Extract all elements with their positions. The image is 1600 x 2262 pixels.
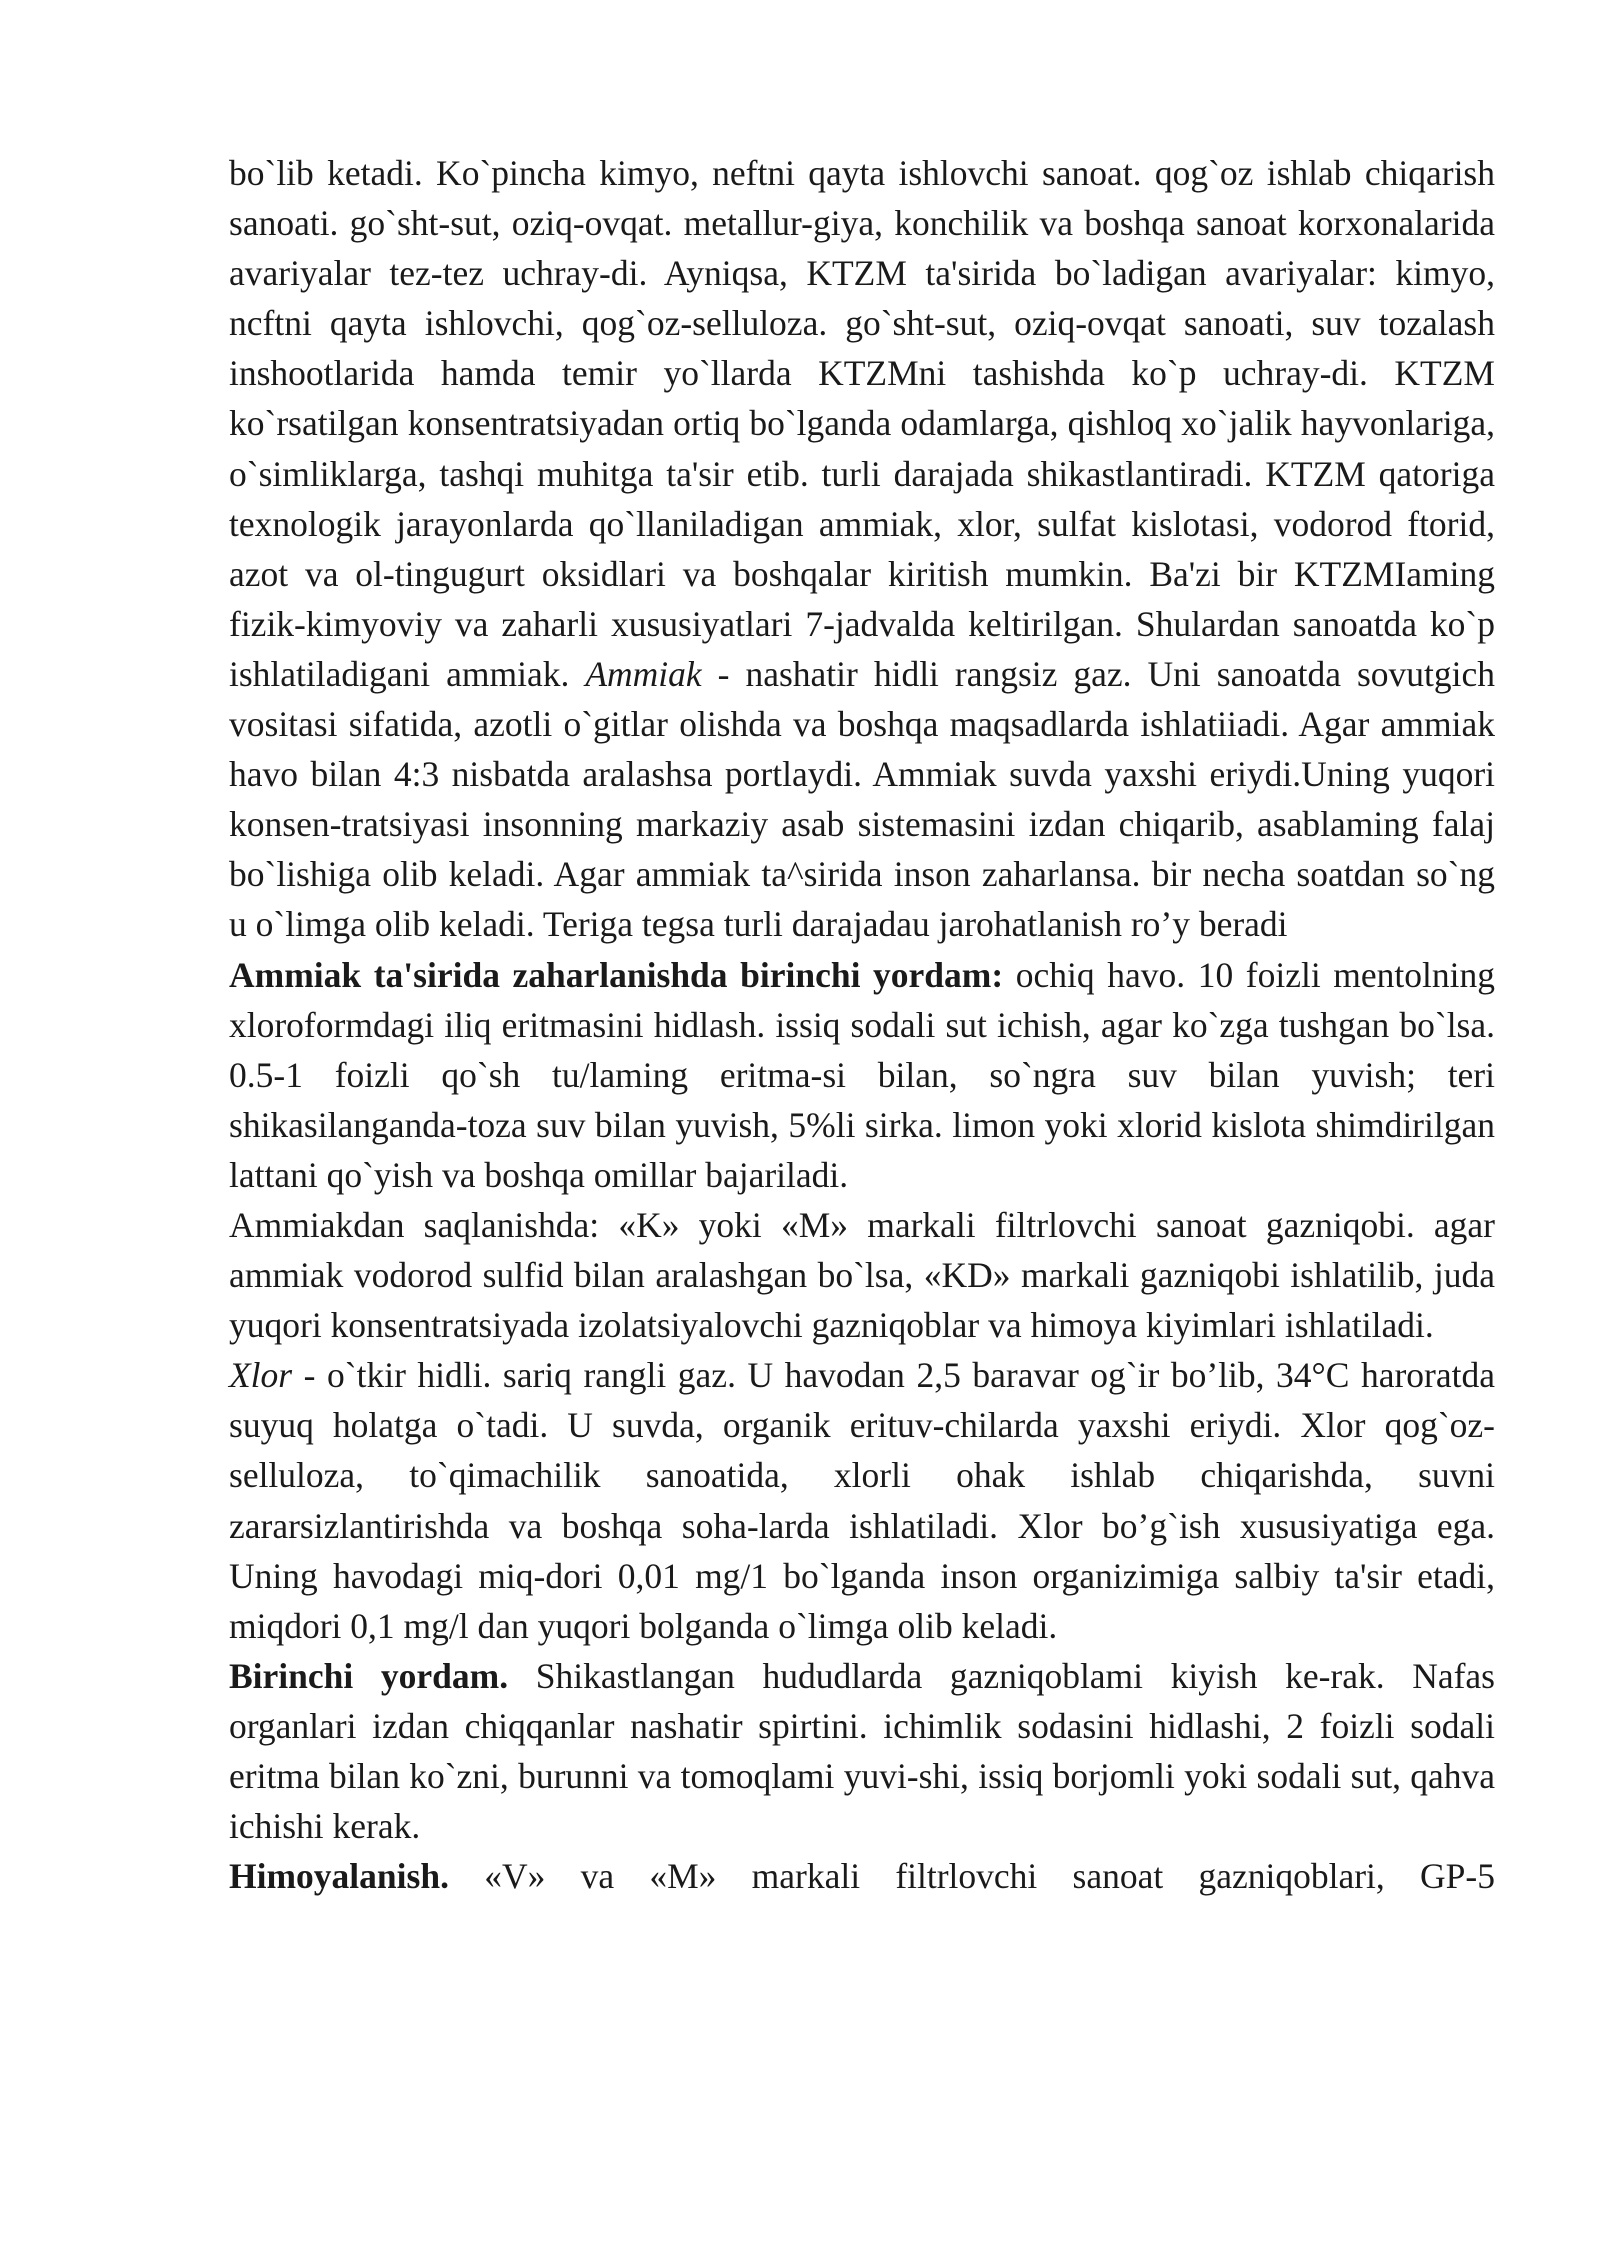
paragraph-text: «V» va «M» markali filtrlovchi sanoat gazniqoblari, GP-5 xyxy=(448,1856,1495,1897)
heading-birinchi-yordam: Birinchi yordam. xyxy=(229,1655,509,1696)
paragraph-ammiak-first-aid xyxy=(229,950,1495,1200)
paragraph-text: - o`tkir hidli. sariq rangli gaz. U havodan 2,5 baravar og`ir bo’lib, 34°C haroratda suyuq holatga o`tadi. U suvda, organik erituv-chilarda yaxshi eriydi. Xlor qog`oz-selluloza, to`qimachilik sanoatida, xlorli ohak ishlab chiqarishda, suvni zararsizlantirishda va boshqa soha-larda ishlatiladi. Xlor bo’g`ish xususiyatiga ega. Uning havodagi miq-dori 0,01 mg/1 bo`lganda inson organizimiga salbiy ta'sir etadi, miqdori 0,1 mg/l dan yuqori bolganda o`limga olib keladi. xyxy=(229,1355,1495,1646)
term-ammiak: Ammiak xyxy=(585,653,702,694)
paragraph-ammiak-protection xyxy=(229,1200,1495,1350)
paragraph-ktzm-intro xyxy=(229,148,1495,950)
paragraph-xlor xyxy=(229,1350,1495,1651)
paragraph-text: Shikastlangan hududlarda gazniqoblami kiyish ke-rak. Nafas organlari izdan chiqqanlar nashatir spirtini. ichimlik sodasini hidlashi, 2 foizli sodali eritma bilan ko`zni, burunni va tomoqlami yuvi-shi, issiq borjomli yoki sodali sut, qahva ichishi kerak. xyxy=(229,1655,1496,1847)
heading-ammiak-first-aid: Ammiak ta'sirida zaharlanishda birinchi yordam: xyxy=(229,954,1004,995)
paragraph-birinchi-yordam xyxy=(229,1651,1495,1851)
heading-himoyalanish: Himoyalanish. xyxy=(229,1856,449,1897)
paragraph-himoyalanish xyxy=(229,1851,1495,1901)
paragraph-text: Ammiakdan saqlanishda: «K» yoki «M» markali filtrlovchi sanoat gazniqobi. agar ammiak vodorod sulfid bilan aralashgan bo`lsa, «KD» markali gazniqobi ishlatilib, juda yuqori konsentratsiyada izolatsiyalovchi gazniqoblar va himoya kiyimlari ishlatiladi. xyxy=(229,1204,1495,1346)
paragraph-text: ochiq havo. 10 foizli mentolning xloroformdagi iliq eritmasini hidlash. issiq sodali sut ichish, agar ko`zga tushgan bo`lsa. 0.5-1 foizli qo`sh tu/laming eritma-si bilan, so`ngra suv bilan yuvish; teri shikasilanganda-toza suv bilan yuvish, 5%li sirka. limon yoki xlorid kislota shimdirilgan lattani qo`yish va boshqa omillar bajariladi. xyxy=(229,954,1495,1195)
term-xlor: Xlor xyxy=(229,1355,293,1396)
paragraph-text: bo`lib ketadi. Ko`pincha kimyo, neftni qayta ishlovchi sanoat. qog`oz ishlab chiqarish sanoati. go`sht-sut, oziq-ovqat. metallur-giya, konchilik va boshqa sanoat korxonalarida avariyalar tez-tez uchray-di. Ayniqsa, KTZM ta'sirida bo`ladigan avariyalar: kimyo, ncftni qayta ishlovchi, qog`oz-selluloza. go`sht-sut, oziq-ovqat sanoati, suv tozalash inshootlarida hamda temir yo`llarda KTZMni tashishda ko`p uchray-di. KTZM ko`rsatilgan konsentratsiyadan ortiq bo`lganda odamlarga, qishloq xo`jalik hayvonlariga, o`simliklarga, tashqi muhitga ta'sir etib. turli darajada shikastlantiradi. KTZM qatoriga texnologik jarayonlarda qo`llaniladigan ammiak, xlor, sulfat kislotasi, vodorod ftorid, azot va ol-tingugurt oksidlari va boshqalar kiritish mumkin. Ba'zi bir KTZMIaming fizik-kimyoviy va zaharli xususiyatlari 7-jadvalda keltirilgan. Shulardan sanoatda ko`p ishlatiladigani ammiak. xyxy=(229,153,1495,694)
document-page xyxy=(229,148,1495,1901)
paragraph-text: - nashatir hidli rangsiz gaz. Uni sanoatda sovutgich vositasi sifatida, azotli o`gitlar olishda va boshqa maqsadlarda ishlatiiadi. Agar ammiak havo bilan 4:3 nisbatda aralashsa portlaydi. Ammiak suvda yaxshi eriydi.Uning yuqori konsen-tratsiyasi insonning markaziy asab sistemasini izdan chiqarib, asablaming falaj bo`lishiga olib keladi. Agar ammiak ta^sirida inson zaharlansa. bir necha soatdan so`ng u o`limga olib keladi. Teriga tegsa turli darajadau jarohatlanish ro’y beradi xyxy=(229,653,1495,945)
